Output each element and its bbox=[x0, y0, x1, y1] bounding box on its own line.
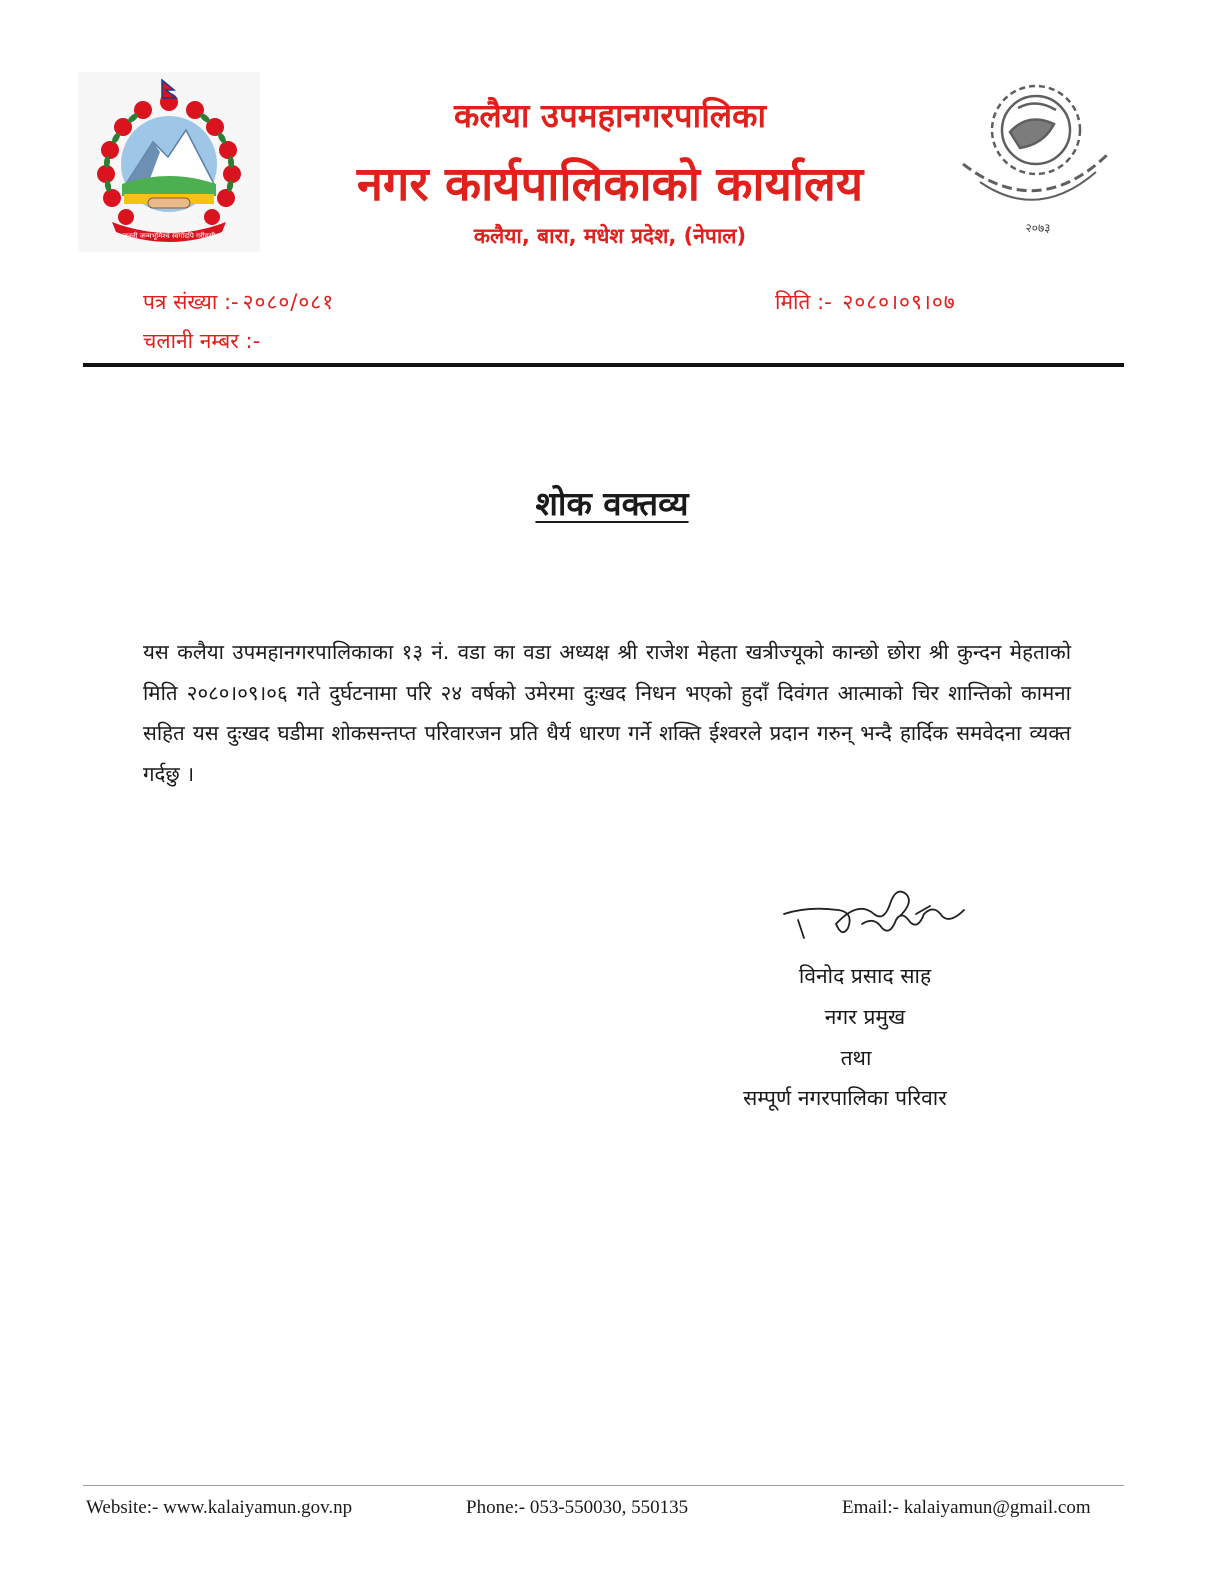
office-name: नगर कार्यपालिकाको कार्यालय bbox=[356, 157, 864, 212]
footer-phone: Phone:- 053-550030, 550135 bbox=[466, 1497, 689, 1518]
letter-number-line bbox=[143, 288, 334, 316]
document-title-text: शोक वक्तव्य bbox=[535, 484, 689, 523]
letter-number-value: २०८०/०८१ bbox=[242, 290, 335, 314]
dispatch-number-line bbox=[143, 327, 264, 355]
signatory-role: नगर प्रमुख bbox=[824, 1005, 906, 1029]
signatory-name: विनोद प्रसाद साह bbox=[798, 964, 932, 988]
office-address: कलैया, बारा, मधेश प्रदेश, (नेपाल) bbox=[473, 224, 747, 248]
footer-divider bbox=[83, 1485, 1124, 1486]
date-label: मिति :- bbox=[775, 290, 832, 314]
date-value: २०८०।०९।०७ bbox=[842, 290, 956, 314]
municipality-name: कलैया उपमहानगरपालिका bbox=[453, 96, 767, 135]
footer-email: Email:- kalaiyamun@gmail.com bbox=[842, 1497, 1091, 1518]
signatory-conjunction: तथा bbox=[840, 1046, 872, 1070]
date-line bbox=[775, 288, 956, 316]
footer-website: Website:- www.kalaiyamun.gov.np bbox=[86, 1497, 353, 1518]
nepal-emblem-logo bbox=[78, 72, 260, 252]
document-title bbox=[0, 480, 1224, 525]
condolence-body: यस कलैया उपमहानगरपालिकाका १३ नं. वडा का वडा अध्यक्ष श्री राजेश मेहता खत्रीज्यूको कान्छो छोरा श्री कुन्दन मेहताको मिति २०८०।०९।०६ गते दुर्घटनामा परि २४ वर्षको उमेरमा दुःखद निधन भएको हुदाँ दिवंगत आत्माको चिर शान्तिको कामना सहित यस दुःखद घडीमा शोकसन्तप्त परिवारजन प्रति धैर्य धारण गर्ने शक्ति ईश्वरले प्रदान गरुन् भन्दै हार्दिक समवेदना व्यक्त गर्दछु । bbox=[143, 640, 1071, 786]
dispatch-number-label: चलानी नम्बर :- bbox=[143, 329, 261, 353]
handwritten-signature bbox=[778, 880, 968, 952]
emblem-ribbon-text: जननी जन्मभूमिश्च स्वर्गादपि गरीयसी bbox=[122, 232, 216, 240]
letter-number-label: पत्र संख्या :- bbox=[143, 290, 239, 314]
signatory-family: सम्पूर्ण नगरपालिका परिवार bbox=[743, 1086, 947, 1110]
seal-year-text: २०७३ bbox=[1025, 221, 1051, 235]
municipality-seal-stamp bbox=[958, 72, 1126, 240]
header-divider bbox=[83, 363, 1124, 367]
